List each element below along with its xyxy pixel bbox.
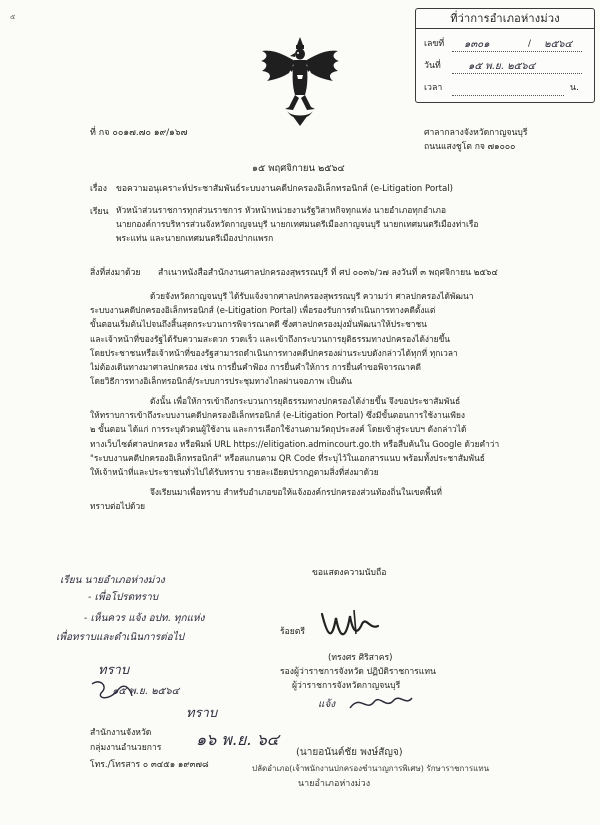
stamp-time-label: เวลา bbox=[424, 83, 443, 93]
footer-office-line1: สำนักงานจังหวัด bbox=[90, 728, 152, 738]
body-line: ดังนั้น เพื่อให้การเข้าถึงกระบวนการยุติธรรมทางปกครองได้ง่ายขึ้น จึงขอประชาสัมพันธ์ bbox=[150, 396, 461, 406]
footer-office-line2: กลุ่มงานอำนวยการ bbox=[90, 743, 162, 753]
office-address-line1: ศาลากลางจังหวัดกาญจนบุรี bbox=[424, 128, 528, 138]
body-line: ระบบงานคดีปกครองอิเล็กทรอนิกส์ (e-Litigation Portal) เพื่อรองรับการดำเนินการทางคดีตั้งแต่ bbox=[90, 305, 436, 316]
office-address-line2: ถนนแสงชูโต กจ ๗๑๐๐๐ bbox=[424, 142, 516, 152]
handwritten-initial-icon bbox=[88, 676, 136, 704]
reference-number: ที่ กจ ๐๐๑๗.๗๐ ๑๙/๑๖๗ bbox=[90, 128, 188, 138]
stamp-no-value: ๑๓๐๑ bbox=[464, 39, 490, 50]
garuda-emblem-icon bbox=[259, 35, 341, 127]
body-paragraph-1 bbox=[90, 289, 542, 388]
district-handwritten-instruction: แจ้ง bbox=[318, 699, 336, 710]
handwritten-date-1: ๑๕ พ.ย. ๒๕๖๔ bbox=[112, 686, 180, 697]
body-line: ด้วยจังหวัดกาญจนบุรี ได้รับแจ้งจากศาลปกครองสุพรรณบุรี ความว่า ศาลปกครองได้พัฒนา bbox=[150, 291, 474, 301]
signatory-position-line2: ผู้ว่าราชการจังหวัดกาญจนบุรี bbox=[292, 681, 401, 691]
footer-phone: โทร./โทรสาร ๐ ๓๔๕๑ ๑๙๓๗๘ bbox=[90, 760, 209, 770]
signatory-position-line1: รองผู้ว่าราชการจังหวัด ปฏิบัติราชการแทน bbox=[280, 667, 436, 677]
stamp-title: ที่ว่าการอำเภอห่างม่วง bbox=[450, 12, 560, 25]
body-paragraph-2 bbox=[90, 394, 542, 479]
district-signature-icon bbox=[346, 688, 416, 718]
body-line: ทางเว็บไซต์ศาลปกครอง หรือพิมพ์ URL https://elitigation.admincourt.go.th หรือสืบค้นใน Google ด้วยคำว่า bbox=[90, 438, 500, 449]
body-line: จึงเรียนมาเพื่อทราบ สำหรับอำเภอขอให้แจ้งองค์กรปกครองส่วนท้องถิ่นในเขตพื้นที่ bbox=[150, 487, 442, 497]
handwritten-date-2: ๑๖ พ.ย. ๖๔ bbox=[196, 730, 279, 749]
stamp-time-dotline bbox=[452, 95, 564, 96]
body-paragraph-3 bbox=[90, 485, 542, 513]
stamp-divider bbox=[416, 28, 594, 29]
stamp-year-value: ๒๕๖๔ bbox=[544, 39, 573, 50]
closing-phrase: ขอแสดงความนับถือ bbox=[312, 568, 387, 578]
body-line: ให้เจ้าหน้าที่และประชาชนทั่วไปได้รับทราบ รายละเอียดปรากฏตามสิ่งที่ส่งมาด้วย bbox=[90, 467, 379, 478]
addressee-line: หัวหน้าส่วนราชการทุกส่วนราชการ หัวหน้าหน่วยงานรัฐวิสาหกิจทุกแห่ง นายอำเภอทุกอำเภอ bbox=[116, 205, 446, 215]
handwritten-note-line4: เพื่อทราบและดำเนินการต่อไป bbox=[56, 632, 185, 643]
handwritten-note-line3: - เห็นควร แจ้ง อปท. ทุกแห่ง bbox=[84, 613, 205, 624]
stamp-date-value: ๑๕ พ.ย. ๒๕๖๔ bbox=[468, 61, 536, 72]
enclosure-text: สำเนาหนังสือสำนักงานศาลปกครองสุพรรณบุรี ที่ ศป ๐๐๓๖/ว๗ ลงวันที่ ๓ พฤศจิกายน ๒๕๖๔ bbox=[158, 268, 498, 278]
subject-text: ขอความอนุเคราะห์ประชาสัมพันธ์ระบบงานคดีปกครองอิเล็กทรอนิกส์ (e-Litigation Portal) bbox=[116, 184, 454, 194]
body-line: "ระบบงานคดีปกครองอิเล็กทรอนิกส์" หรือสแกนตาม QR Code ที่ระบุไว้ในเอกสารแนบ พร้อมทั้งประชาสัมพันธ์ bbox=[90, 452, 485, 463]
handwritten-note-line5: ทราบ bbox=[98, 663, 130, 678]
addressee-line: นายกองค์การบริหารส่วนจังหวัดกาญจนบุรี นายกเทศมนตรีเมืองกาญจนบุรี นายกเทศมนตรีเมืองท่าเรือ bbox=[116, 219, 479, 230]
handwritten-approve: ทราบ bbox=[186, 706, 218, 721]
addressee-block bbox=[116, 203, 540, 246]
stamp-no-label: เลขที่ bbox=[424, 39, 445, 49]
signatory-rank: ร้อยตรี bbox=[280, 627, 306, 637]
body-line: และเจ้าหน้าที่ของรัฐได้รับความสะดวก รวดเร็ว และเข้าถึงกระบวนการยุติธรรมทางปกครองได้ง่ายขึ้น bbox=[90, 333, 451, 344]
addressee-line: พระแท่น และนายกเทศมนตรีเมืองปากแพรก bbox=[116, 233, 274, 244]
body-line: ทราบต่อไปด้วย bbox=[90, 501, 146, 512]
receipt-stamp: ที่ว่าการอำเภอห่างม่วง เลขที่ ๑๓๐๑ / ๒๕๖๔ วันที่ ๑๕ พ.ย. ๒๕๖๔ เวลา น. bbox=[415, 8, 595, 103]
district-officer-name: (นายอนันต์ชัย พงษ์สัญจ) bbox=[296, 747, 403, 758]
stamp-time-suffix: น. bbox=[570, 83, 579, 93]
signature-mark-icon bbox=[318, 604, 382, 646]
body-line: โดยประชาชนหรือเจ้าหน้าที่ของรัฐสามารถดำเนินการทางคดีปกครองผ่านระบบดังกล่าวได้ทุกที่ ทุกเวลา bbox=[90, 347, 458, 358]
document-date: ๑๕ พฤศจิกายน ๒๕๖๔ bbox=[252, 163, 345, 174]
signatory-name: (ทรงศร ศิริสาคร) bbox=[328, 653, 393, 663]
subject-label: เรื่อง bbox=[90, 184, 107, 194]
body-line: โดยวิธีการทางอิเล็กทรอนิกส์/ระบบการประชุมทางไกลผ่านจอภาพ เป็นต้น bbox=[90, 376, 353, 387]
body-line: ๒ ขั้นตอน ได้แก่ การระบุตัวตนผู้ใช้งาน และการเลือกใช้งานตามวัตถุประสงค์ โดยเข้าสู่ระบบฯ ดังกล่าวได้ bbox=[90, 424, 467, 435]
body-line: ขั้นตอนเริ่มต้นไปจนถึงสิ้นสุดกระบวนการพิจารณาคดี ซึ่งศาลปกครองมุ่งมั่นพัฒนาให้ประชาชน bbox=[90, 319, 427, 330]
handwritten-note-line2: - เพื่อโปรดทราบ bbox=[88, 592, 159, 603]
body-line: ให้ทราบการเข้าถึงระบบงานคดีปกครองอิเล็กทรอนิกส์ (e-Litigation Portal) ซึ่งมีขั้นตอนการใช้งานเพียง bbox=[90, 410, 465, 421]
district-officer-position-line2: นายอำเภอห่างม่วง bbox=[298, 779, 371, 789]
district-officer-position-line1: ปลัดอำเภอ(เจ้าพนักงานปกครองชำนาญการพิเศษ) รักษาราชการแทน bbox=[252, 764, 490, 773]
addressee-label: เรียน bbox=[90, 207, 109, 217]
stamp-date-label: วันที่ bbox=[424, 61, 441, 71]
body-line: ไม่ต้องเดินทางมาศาลปกครอง เช่น การยื่นคำฟ้อง การยื่นคำให้การ การยื่นคำขอพิจารณาคดี bbox=[90, 362, 421, 373]
page-corner-mark: ๕ bbox=[10, 13, 16, 21]
enclosure-label: สิ่งที่ส่งมาด้วย bbox=[90, 268, 141, 278]
handwritten-note-line1: เรียน นายอำเภอห่างม่วง bbox=[60, 575, 165, 586]
